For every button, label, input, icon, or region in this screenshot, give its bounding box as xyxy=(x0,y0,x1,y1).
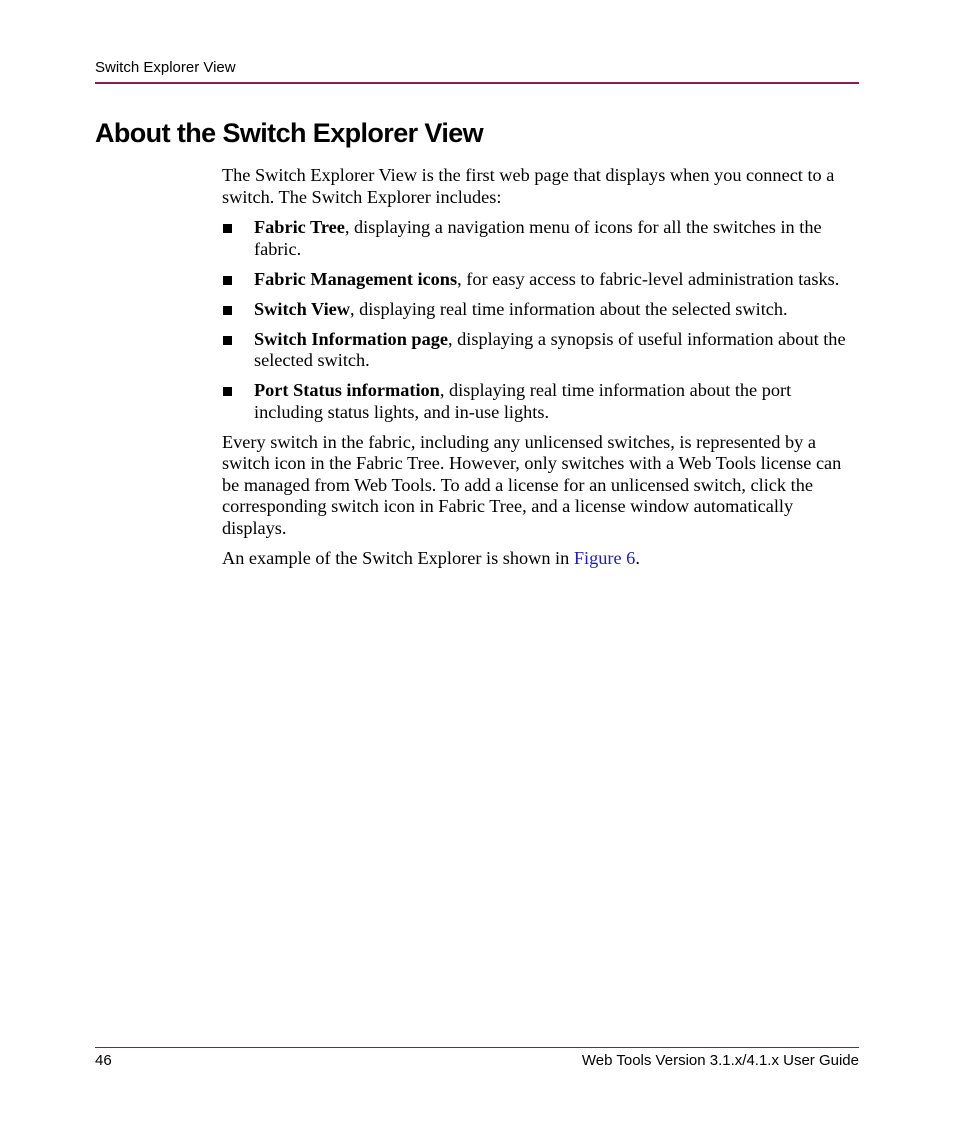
example-text: An example of the Switch Explorer is shown in xyxy=(222,548,574,568)
square-bullet-icon xyxy=(223,224,232,233)
list-item-text: , displaying real time information about the port including status lights, and in-use lights. xyxy=(254,380,792,422)
example-paragraph xyxy=(222,548,858,570)
list-item-term: Port Status information xyxy=(254,380,440,400)
list-item xyxy=(222,217,858,260)
list-item xyxy=(222,299,858,321)
intro-paragraph: The Switch Explorer View is the first web page that displays when you connect to a switch. The Switch Explorer includes: xyxy=(222,165,835,207)
list-item-text: , for easy access to fabric-level administration tasks. xyxy=(457,268,840,289)
section-body xyxy=(222,165,858,579)
list-item-text: , displaying a synopsis of useful information about the selected switch. xyxy=(254,328,846,370)
list-item xyxy=(222,269,858,291)
list-item xyxy=(222,380,858,423)
header-rule xyxy=(95,82,859,84)
feature-list xyxy=(222,217,858,423)
document-title: Web Tools Version 3.1.x/4.1.x User Guide xyxy=(581,1052,859,1069)
list-item-term: Fabric Tree xyxy=(254,217,345,237)
list-item-text: , displaying a navigation menu of icons for all the switches in the fabric. xyxy=(254,217,822,259)
square-bullet-icon xyxy=(223,276,232,285)
list-item-term: Switch Information page xyxy=(254,328,448,349)
list-item-term: Fabric Management icons xyxy=(254,268,458,289)
figure-link[interactable]: Figure 6 xyxy=(573,548,636,568)
running-header: Switch Explorer View xyxy=(95,59,236,76)
list-item xyxy=(222,329,858,372)
square-bullet-icon xyxy=(223,306,232,315)
list-item-term: Switch View xyxy=(254,298,350,319)
square-bullet-icon xyxy=(223,387,232,396)
footer-rule xyxy=(95,1047,859,1048)
example-suffix: . xyxy=(635,548,640,568)
page-title: About the Switch Explorer View xyxy=(95,118,484,148)
license-paragraph: Every switch in the fabric, including any unlicensed switches, is represented by a switch icon in the Fabric Tree. However, only switches with a Web Tools license can be managed from Web Tools. To add a license for an unlicensed switch, click the corresponding switch icon in Fabric Tree, and a license window automatically displays. xyxy=(222,431,842,538)
page-number: 46 xyxy=(95,1052,112,1069)
list-item-text: , displaying real time information about the selected switch. xyxy=(349,298,788,319)
square-bullet-icon xyxy=(223,336,232,345)
